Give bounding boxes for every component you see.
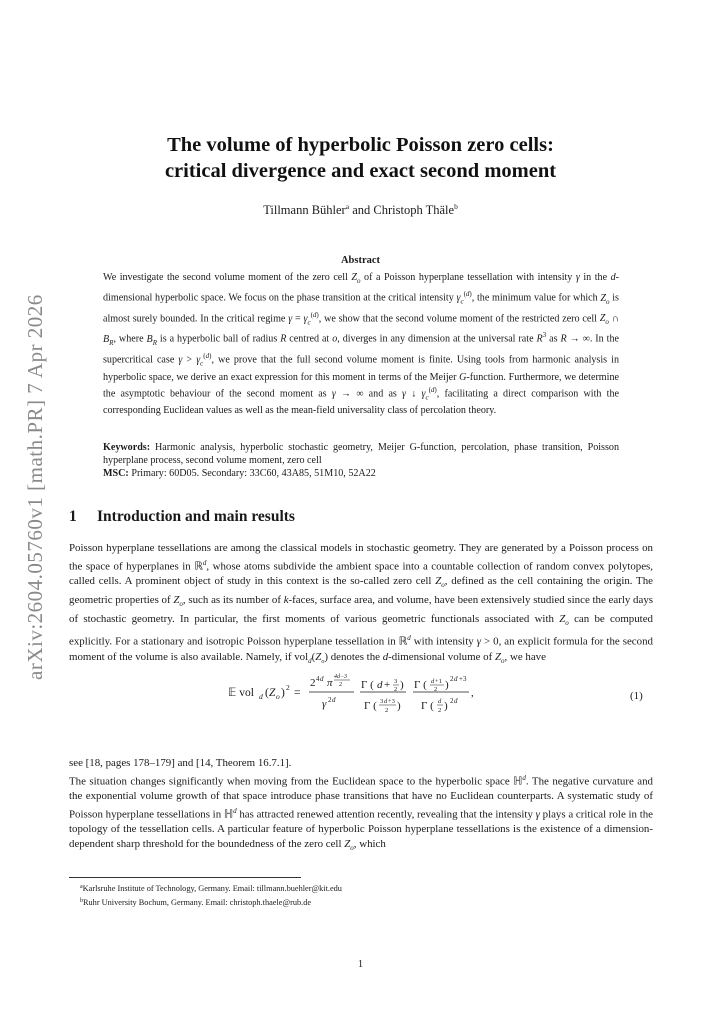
- footnote-b-mark: b: [80, 898, 83, 905]
- abstract-heading: Abstract: [340, 255, 381, 266]
- svg-text:Γ (: Γ (: [364, 700, 377, 712]
- footnote-a-text: Karlsruhe Institute of Technology, Germany. Email: tillmann.buehler@kit.edu: [82, 884, 342, 893]
- section-number: 1: [69, 508, 77, 525]
- svg-text:2: 2: [450, 675, 454, 683]
- svg-text:Γ (: Γ (: [361, 679, 374, 691]
- svg-text:+1: +1: [435, 678, 442, 685]
- svg-text:d: d: [259, 692, 263, 701]
- svg-text:(: (: [265, 687, 269, 699]
- author-list: [0, 202, 721, 218]
- svg-text:+3: +3: [459, 675, 467, 683]
- intro-paragraph-1: Poisson hyperplane tessellations are among the classical models in stochastic geometry. They are generated by a Poisson process on the space of hyperplanes in ℝ$^d$, whose atoms subdivide the ambient space into a countable collection of random convex polytopes, called cells. A prominent object of study in this context is the so-called zero cell $Z_o$, defined as the cell containing the origin. The geometric properties of $Z_o$, such as its number of k-faces, surface area, and volume, have been extensively studied since the early days of stochastic geometry. In particular, the first moments of various geometric functionals associated with $Z_o$ can be computed explicitly. For a stationary and isotropic Poisson hyperplane tessellation in ℝ$^d$ with intensity γ > 0, an explicit formula for the second moment of the volume is also available. Namely, if $vol_d(Z_o)$ denotes the d-dimensional volume of $Z_o$, we have: [69, 542, 654, 665]
- svg-text:3: 3: [380, 698, 384, 705]
- svg-text:2: 2: [328, 696, 332, 704]
- svg-text:+: +: [384, 679, 391, 691]
- svg-text:): ): [281, 687, 285, 699]
- svg-text:Z: Z: [269, 687, 276, 699]
- footnote-a-mark: a: [80, 884, 83, 890]
- footnote-b: [80, 895, 640, 909]
- svg-text:o: o: [276, 692, 280, 701]
- intro-paragraph-2: see [18, pages 178–179] and [14, Theorem 16.7.1]. The situation changes significantly when moving from the Euclidean space to the hyperbolic space ℍ$^d$. The negative curvature and the exponential volume growth of that space introduce phase transitions that have no Euclidean counterparts. A systematic study of Poisson hyperplane tessellations in ℍ$^d$ has attracted renewed attention recently, revealing that the intensity γ plays a critical role in the topology of the tessellation cells. A particular feature of hyperbolic Poisson hyperplane tessellations is the existence of a dimension-dependent sharp threshold for the boundedness of the zero cell $Z_o$, which: [69, 757, 654, 853]
- svg-text:3: 3: [394, 678, 398, 685]
- arxiv-identifier: arXiv:2604.05760v1 [math.PR] 7 Apr 2026: [23, 294, 47, 680]
- svg-text:+3: +3: [388, 698, 395, 705]
- section-title: Introduction and main results: [97, 508, 295, 525]
- svg-text:Γ (: Γ (: [421, 700, 434, 712]
- svg-text:): ): [445, 679, 449, 691]
- svg-text:2: 2: [438, 707, 442, 714]
- svg-text:4d−3: 4d−3: [334, 674, 348, 680]
- svg-text:2: 2: [394, 686, 398, 693]
- svg-text:γ: γ: [322, 698, 327, 710]
- svg-text:): ): [397, 700, 401, 712]
- title-line-2: critical divergence and exact second moment: [164, 160, 557, 182]
- svg-text:d: d: [454, 697, 458, 705]
- keywords-block: [103, 441, 619, 481]
- section-heading: [69, 508, 653, 526]
- svg-text:2: 2: [434, 686, 438, 693]
- author-1: Tillmann Bühler: [263, 203, 346, 217]
- svg-text:2: 2: [310, 677, 316, 689]
- keywords-label: Keywords:: [103, 442, 151, 453]
- svg-text:d: d: [377, 679, 383, 691]
- author-and: and: [352, 203, 371, 217]
- svg-text:): ): [400, 679, 404, 691]
- footnote-rule: [69, 877, 301, 878]
- author-2-mark: b: [454, 202, 458, 211]
- footnotes: [80, 881, 640, 909]
- svg-text:d: d: [384, 698, 388, 705]
- svg-text:=: =: [294, 687, 301, 699]
- abstract-text: We investigate the second volume moment of the zero cell $Z_o$ of a Poisson hyperplane tessellation with intensity γ in the d-dimensional hyperbolic space. We focus on the phase transition at the critical intensity $\gamma_c^{(d)}$, the minimum value for which $Z_o$ is almost surely bounded. In the critical regime $\gamma = \gamma_c^{(d)}$, we show that the second volume moment of the restricted zero cell $Z_o$ ∩ $B_R$, where $B_R$ is a hyperbolic ball of radius R centred at o, diverges in any dimension at the universal rate $R^3$ as R → ∞. In the supercritical case $\gamma > \gamma_c^{(d)}$, we prove that the full second volume moment is finite. Using tools from harmonic analysis in hyperbolic space, we derive an exact expression for this moment in terms of the Meijer G-function. Furthermore, we determine the asymptotic behaviour of the second moment as γ → ∞ and as γ ↓ $\gamma_c^{(d)}$, facilitating a direct comparison with the corresponding Euclidean values as well as the mean-field universality class of percolation theory.: [103, 272, 619, 417]
- author-1-mark: a: [345, 202, 350, 211]
- svg-text:2: 2: [450, 697, 454, 705]
- svg-text:4: 4: [316, 675, 320, 683]
- svg-text:): ): [444, 700, 448, 712]
- svg-text:d: d: [438, 698, 442, 705]
- page-number: 1: [357, 959, 364, 970]
- svg-text:2: 2: [385, 707, 389, 714]
- svg-text:,: ,: [471, 687, 474, 699]
- svg-text:d: d: [320, 675, 324, 683]
- footnote-b-text: Ruhr University Bochum, Germany. Email: christoph.thaele@rub.de: [83, 898, 312, 908]
- msc-text: Primary: 60D05. Secondary: 33C60, 43A85, 51M10, 52A22: [131, 468, 376, 480]
- svg-text:π: π: [327, 677, 333, 689]
- svg-text:Γ (: Γ (: [414, 679, 427, 691]
- equation-number: (1): [630, 690, 643, 702]
- msc-line: [103, 467, 619, 480]
- keywords-line: [103, 441, 619, 467]
- svg-text:2: 2: [286, 683, 290, 692]
- msc-label: MSC:: [103, 468, 129, 480]
- svg-text:d: d: [454, 675, 458, 683]
- paper-title: [0, 132, 721, 184]
- equation-second-moment: [228, 672, 528, 726]
- svg-text:𝔼 vol: 𝔼 vol: [228, 687, 254, 699]
- footnote-a: [80, 881, 640, 895]
- svg-text:2: 2: [339, 682, 342, 688]
- svg-text:d: d: [431, 678, 435, 685]
- title-line-1: The volume of hyperbolic Poisson zero cells:: [167, 134, 554, 156]
- svg-text:d: d: [332, 696, 336, 704]
- author-2: Christoph Thäle: [373, 203, 455, 217]
- keywords-text: Harmonic analysis, hyperbolic stochastic geometry, Meijer G-function, percolation, phase transition, Poisson hyperplane process, second volume moment, zero cell: [103, 442, 620, 467]
